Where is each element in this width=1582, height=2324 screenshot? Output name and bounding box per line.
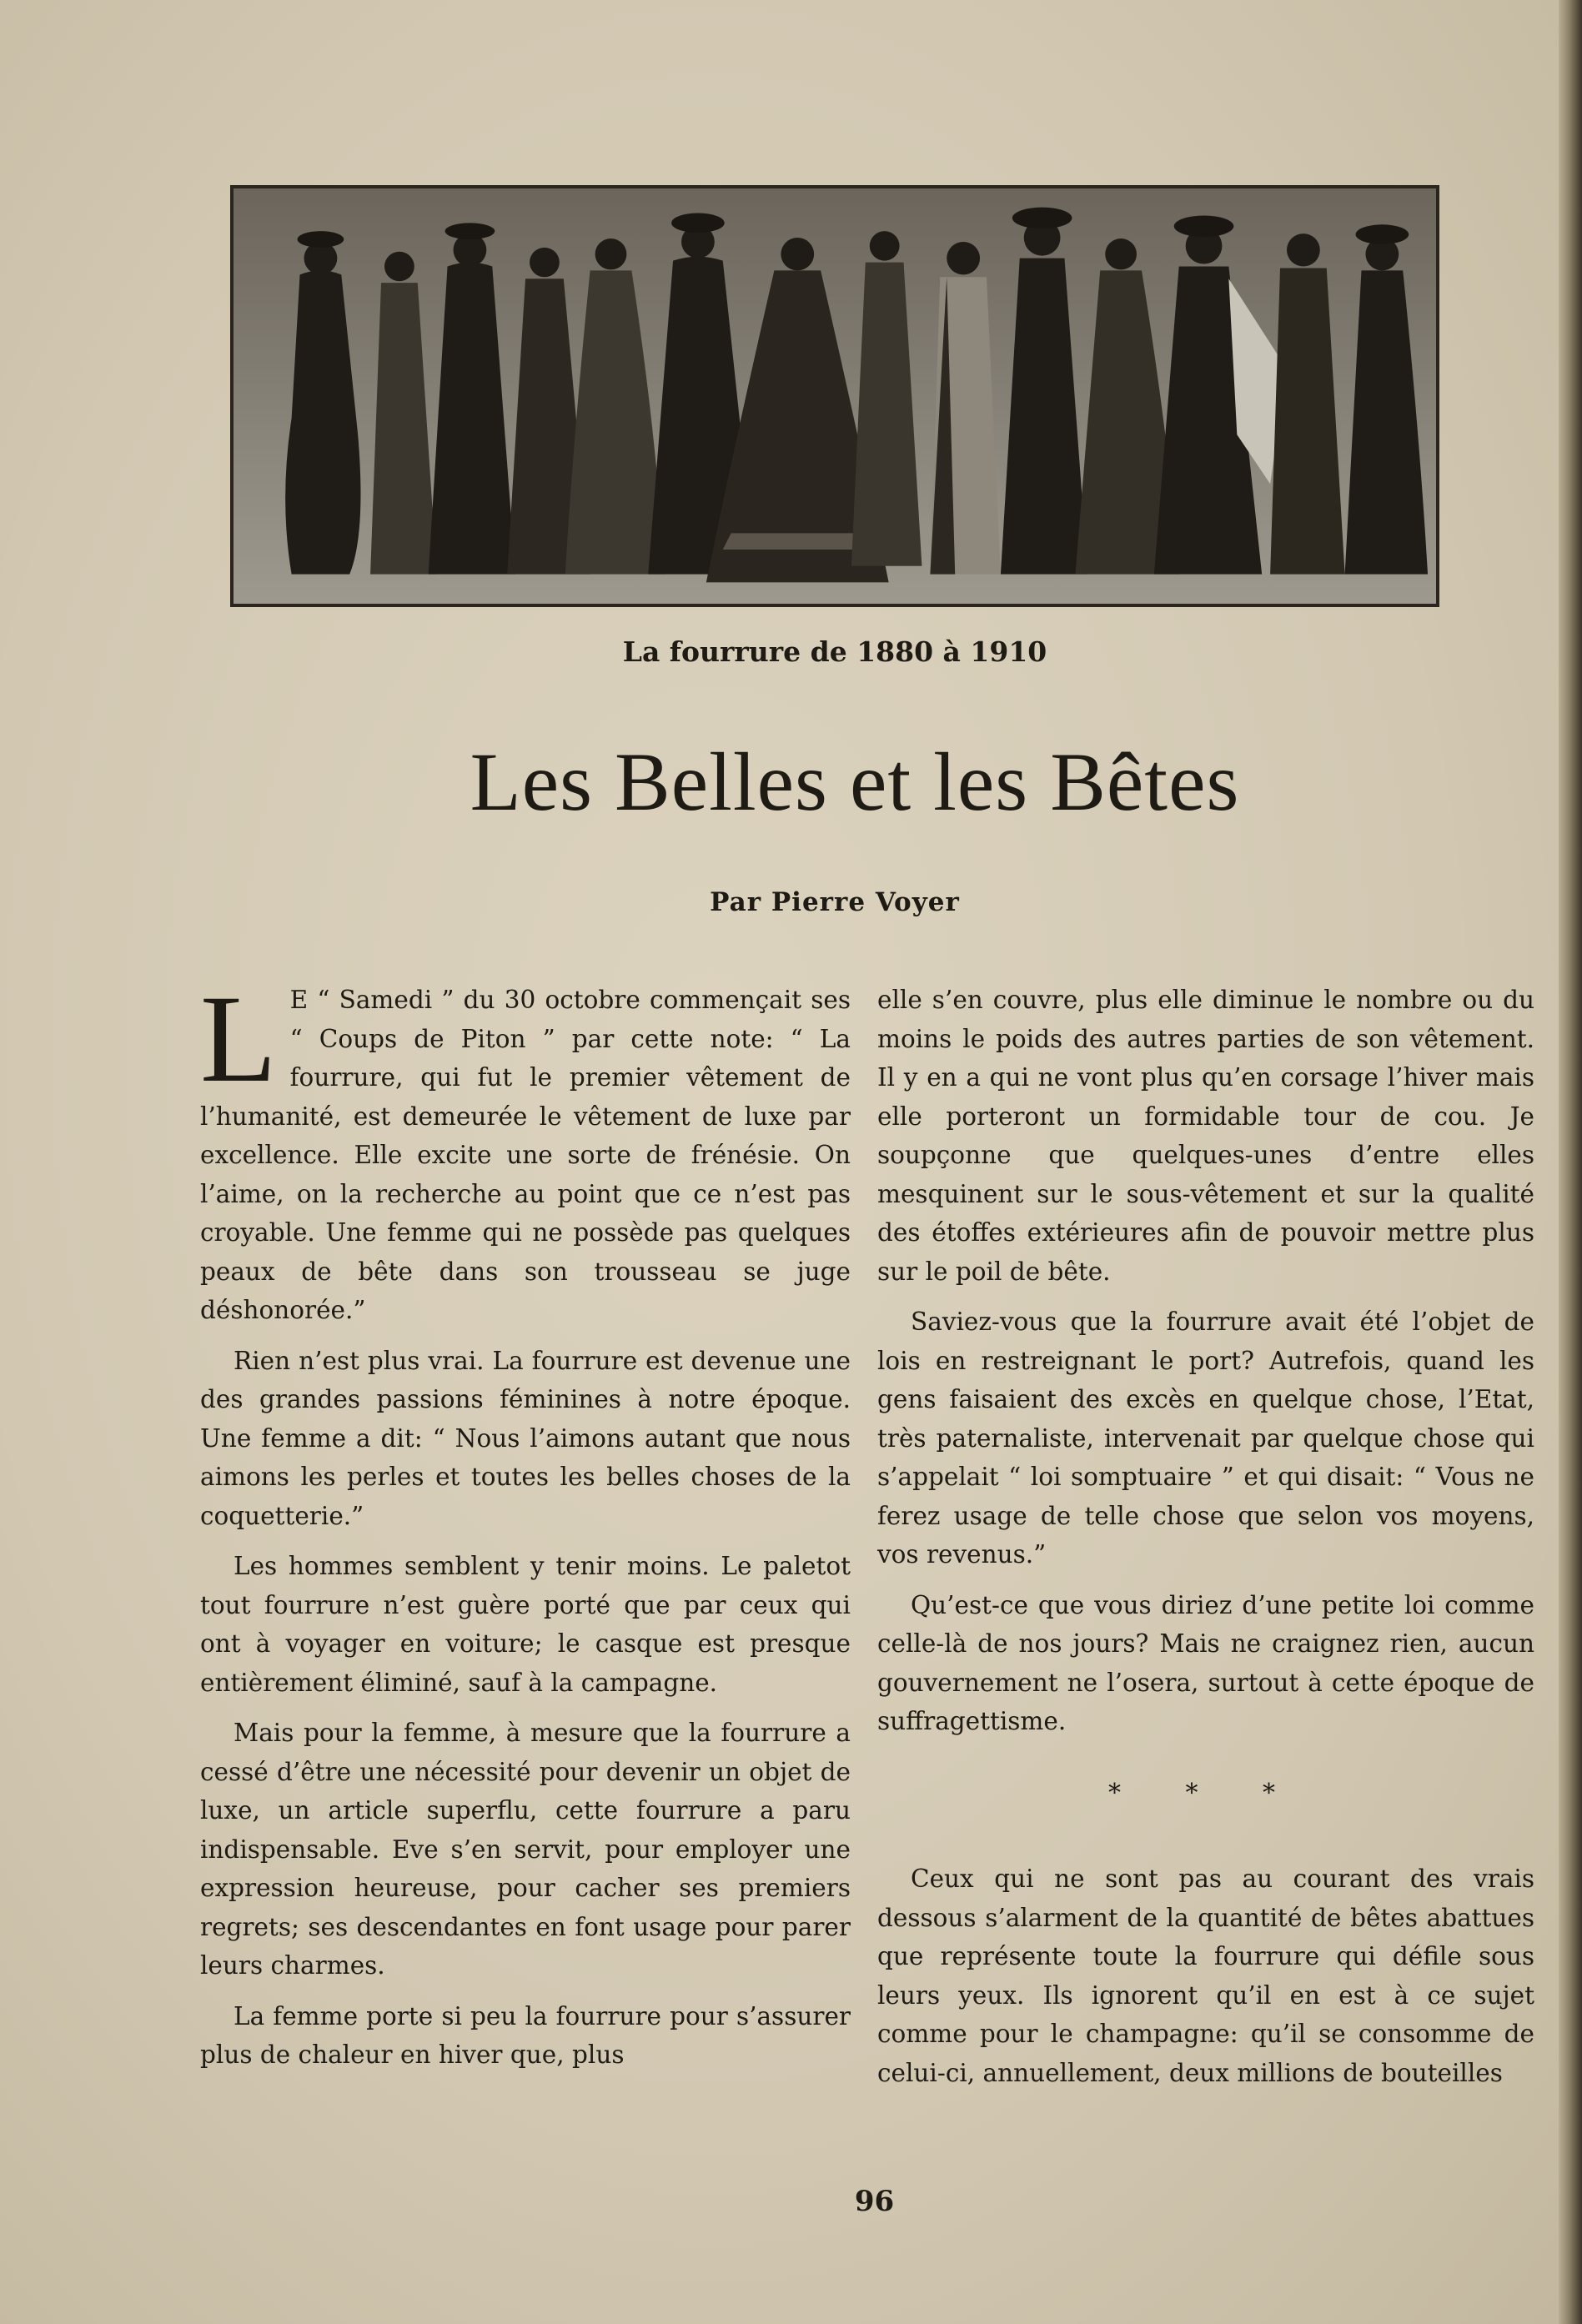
article-paragraph: La femme porte si peu la fourrure pour s’assurer plus de chaleur en hiver que, plus [200, 2001, 851, 2069]
drop-cap: L [200, 970, 277, 1108]
article-paragraph: Ceux qui ne sont pas au courant des vrais dessous s’alarment de la quantité de bêtes abattues que représente toute la fourrure qui défile sous leurs yeux. Ils ignorent qu’il en est à ce sujet comme pour le champagne: qu’il se consomme de celui-ci, annuellement, deux millions de bouteilles [877, 1865, 1534, 2087]
figure-caption: La fourrure de 1880 à 1910 [622, 635, 1047, 668]
illustration-fur-fashions [230, 185, 1439, 607]
paragraph-text: E “ Samedi ” du 30 octobre commençait ses “ Coups de Piton ” par cette note: “ La fourrure, qui fut le premier vêtement de l’humanité, est demeurée le vêtement de luxe par excellence. Elle excite une sorte de frénésie. On l’aime, on la recherche au point que ce n’est pas croyable. Une femme qui ne possède pas quelques peaux de bête dans son trousseau se juge déshonorée.” [200, 986, 851, 1324]
article-paragraph: Mais pour la femme, à mesure que la fourrure a cessé d’être une nécessité pour devenir un objet de luxe, un article superflu, cette fourrure a paru indispensable. Eve s’en servit, pour employer une expression heureuse, pour cacher ses premiers regrets; ses descendantes en font usage pour parer leurs charmes. [200, 1719, 851, 1980]
article-paragraph: Les hommes semblent y tenir moins. Le paletot tout fourrure n’est guère porté que par ceux qui ont à voyager en voiture; le casque est presque entièrement éliminé, sauf à la campagne. [200, 1552, 851, 1697]
article-paragraph [200, 970, 851, 1330]
illustration-women-in-furs [234, 188, 1436, 604]
article-paragraph: Rien n’est plus vrai. La fourrure est devenue une des grandes passions féminines à notre époque. Une femme a dit: “ Nous l’aimons autant que nous aimons les perles et toutes les belles choses de la coquetterie.” [200, 1346, 851, 1530]
article-column-right [877, 981, 1534, 2104]
page-number: 96 [854, 2185, 895, 2218]
article-paragraph: Qu’est-ce que vous diriez d’une petite loi comme celle-là de nos jours? Mais ne craignez rien, aucun gouvernement ne l’osera, surtout à cette époque de suffragettisme. [877, 1590, 1534, 1735]
page-binding-edge [1559, 0, 1582, 2324]
article-column-left [200, 970, 851, 2086]
article-paragraph: elle s’en couvre, plus elle diminue le nombre ou du moins le poids des autres parties de son vêtement. Il y en a qui ne vont plus qu’en corsage l’hiver mais elle porteront un formidable tour de cou. Je soupçonne que quelques-unes d’entre elles mesquinent sur le sous-vêtement et sur la qualité des étoffes extérieures afin de pouvoir mettre plus sur le poil de bête. [877, 986, 1534, 1286]
section-separator: * * * [1107, 1778, 1304, 1808]
article-paragraph: Saviez-vous que la fourrure avait été l’objet de lois en restreignant le port? Autrefois, quand les gens faisaient des excès en quelque chose, l’Etat, très paternaliste, intervenait par quelque chose qui s’appelait “ loi somptuaire ” et qui disait: “ Vous ne ferez usage de telle chose que selon vos moyens, vos revenus.” [877, 1308, 1534, 1569]
article-title: Les Belles et les Bêtes [470, 735, 1240, 828]
article-byline: Par Pierre Voyer [710, 887, 960, 917]
